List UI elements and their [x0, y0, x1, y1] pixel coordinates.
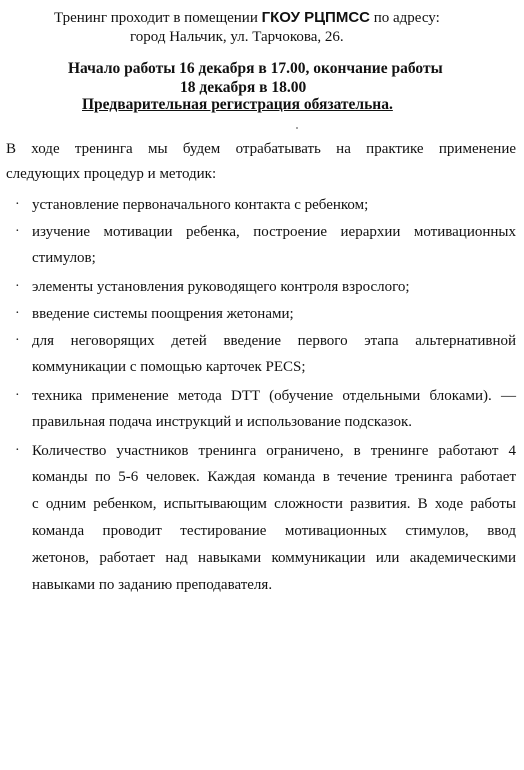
bullet-marker: · — [15, 388, 20, 403]
intro-line-2: следующих процедур и методик: — [6, 166, 217, 182]
bullet-marker: · — [15, 197, 20, 212]
list-item: техника применение метода DTT (обучение отдельными блоками). — — [32, 388, 516, 404]
bullet-marker: · — [15, 443, 20, 458]
header-address-label: по адресу: — [369, 10, 440, 26]
participants-paragraph-line: с одним ребенком, испытывающим сложности развития. В ходе работы — [32, 496, 516, 512]
bullet-marker: · — [15, 279, 20, 294]
registration-notice: Предварительная регистрация обязательна. — [82, 96, 393, 113]
header-line-1 — [54, 9, 440, 27]
header-address: город Нальчик, ул. Тарчокова, 26. — [130, 29, 344, 45]
participants-paragraph-line: команды по 5-6 человек. Каждая команда в течение тренинга работает — [32, 469, 516, 485]
organization-name: ГКОУ РЦПМСС — [261, 9, 370, 26]
list-item: элементы установления руководящего контроля взрослого; — [32, 279, 410, 295]
schedule-start: Начало работы 16 декабря в 17.00, окончание работы — [68, 60, 443, 77]
stray-dot — [296, 127, 298, 129]
list-item: изучение мотивации ребенка, построение иерархии мотивационных — [32, 224, 516, 240]
participants-paragraph-line: жетонов, работает над навыками коммуникации или академическими — [32, 550, 516, 566]
list-item-continuation: правильная подача инструкций и использование подсказок. — [32, 414, 413, 430]
list-item: для неговорящих детей введение первого этапа альтернативной — [32, 333, 516, 349]
list-item-continuation: коммуникации с помощью карточек PECS; — [32, 359, 306, 375]
list-item: введение системы поощрения жетонами; — [32, 306, 294, 322]
header-intro-text: Тренинг проходит в помещении — [54, 10, 262, 26]
bullet-marker: · — [15, 224, 20, 239]
list-item: установление первоначального контакта с ребенком; — [32, 197, 369, 213]
bullet-marker: · — [15, 333, 20, 348]
participants-paragraph-line: команда проводит тестирование мотивационных стимулов, ввод — [32, 523, 516, 539]
participants-paragraph-line: Количество участников тренинга ограничено, в тренинге работают 4 — [32, 443, 516, 459]
participants-paragraph-line: навыками по заданию преподавателя. — [32, 577, 273, 593]
intro-line-1: В ходе тренинга мы будем отрабатывать на практике применение — [6, 141, 516, 157]
list-item-continuation: стимулов; — [32, 250, 96, 266]
bullet-marker: · — [15, 306, 20, 321]
schedule-end: 18 декабря в 18.00 — [180, 79, 307, 96]
